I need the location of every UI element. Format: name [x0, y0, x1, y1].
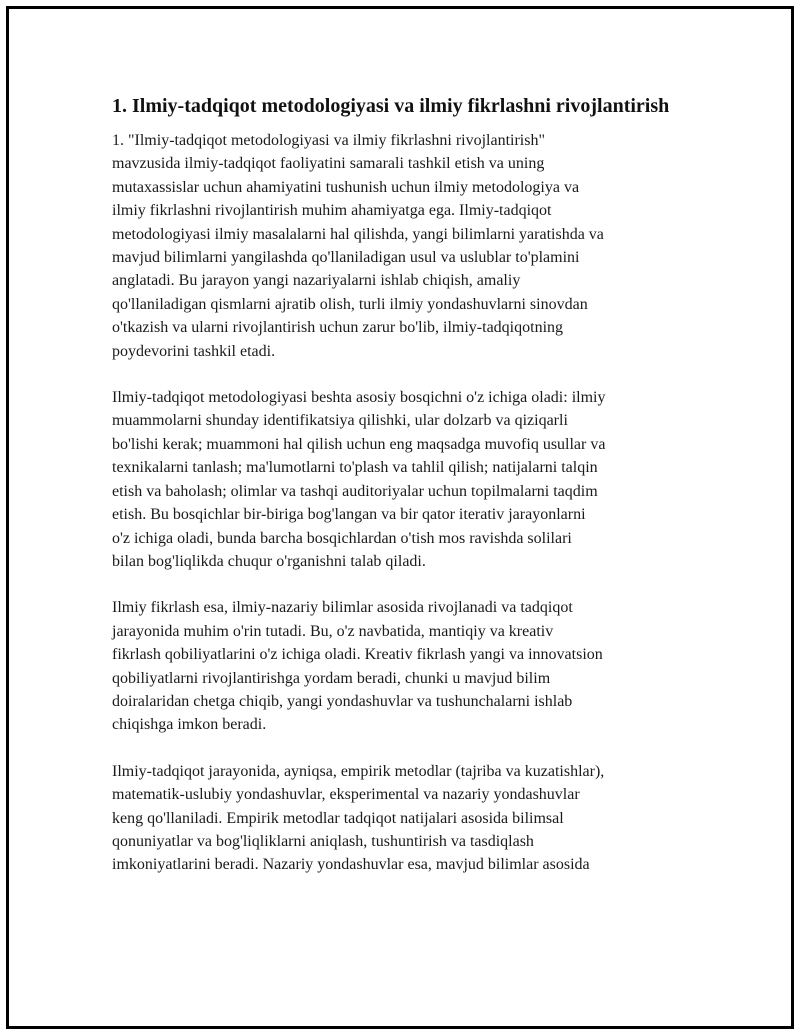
document-body — [112, 93, 712, 900]
paragraph-stages: Ilmiy-tadqiqot metodologiyasi beshta asosiy bosqichni o'z ichiga oladi: ilmiy muammolarni shunday identifikatsiya qilishki, ular dolzarb va qiziqarli bo'lishi kerak; muammoni hal qilish uchun eng maqsadga muvofiq usullar va texnikalarni tanlash; ma'lumotlarni to'plash va tahlil qilish; natijalarni talqin etish va baholash; olimlar va tashqi auditoriyalar uchun topilmalarni taqdim etish. Bu bosqichlar bir-biriga bog'langan va bir qator iterativ jarayonlarni o'z ichiga oladi, bunda barcha bosqichlardan o'tish mos ravishda solilari bilan bog'liqlikda chuqur o'rganishni talab qiladi. — [112, 389, 606, 570]
paragraph-methods: Ilmiy-tadqiqot jarayonida, ayniqsa, empirik metodlar (tajriba va kuzatishlar), matematik-uslubiy yondashuvlar, eksperimental va nazariy yondashuvlar keng qo'llaniladi. Empirik metodlar tadqiqot natijalari asosida bilimsal qonuniyatlar va bog'liqliklarni aniqlash, tushuntirish va tasdiqlash imkoniyatlarini beradi. Nazariy yondashuvlar esa, mavjud bilimlar asosida — [112, 762, 605, 874]
paragraph-scientific-thinking: Ilmiy fikrlash esa, ilmiy-nazariy bilimlar asosida rivojlanadi va tadqiqot jarayonida muhim o'rin tutadi. Bu, o'z navbatida, mantiqiy va kreativ fikrlash qobiliyatlarini o'z ichiga oladi. Kreativ fikrlash yangi va innovatsion qobiliyatlarni rivojlantirishga yordam beradi, chunki u mavjud bilim doiralaridan chetga chiqib, yangi yondashuvlar va tushunchalarni ishlab chiqishga imkon beradi. — [112, 599, 603, 734]
paragraph-intro: 1. "Ilmiy-tadqiqot metodologiyasi va ilmiy fikrlashni rivojlantirish" mavzusida ilmiy-tadqiqot faoliyatini samarali tashkil etish va uning mutaxassislar uchun ahamiyatini tushunish uchun ilmiy metodologiya va ilmiy fikrlashni rivojlantirish muhim ahamiyatga ega. Ilmiy-tadqiqot metodologiyasi ilmiy masalalarni hal qilishda, yangi bilimlarni yaratishda va mavjud bilimlarni yangilashda qo'llaniladigan usul va uslublar to'plamini anglatadi. Bu jarayon yangi nazariyalarni ishlab chiqish, amaliy qo'llaniladigan qismlarni ajratib olish, turli ilmiy yondashuvlarni sinovdan o'tkazish va ularni rivojlantirish uchun zarur bo'lib, ilmiy-tadqiqotning poydevorini tashkil etadi. — [112, 132, 604, 360]
document-title: 1. Ilmiy-tadqiqot metodologiyasi va ilmiy fikrlashni rivojlantirish — [112, 95, 670, 117]
